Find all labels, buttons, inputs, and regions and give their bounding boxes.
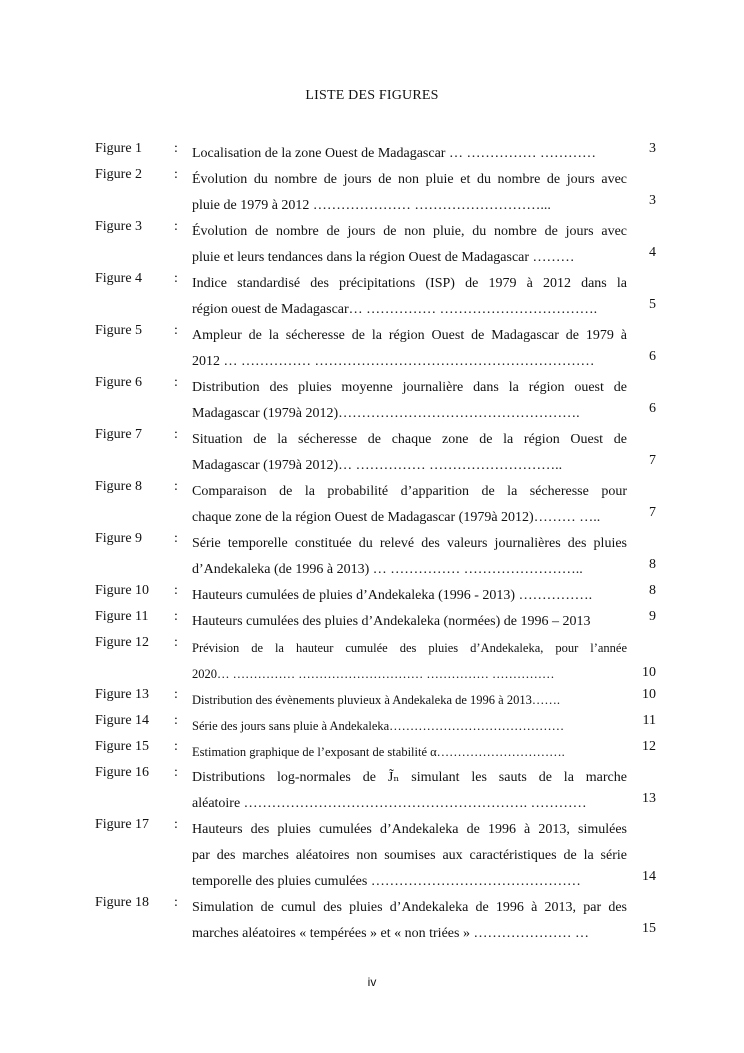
figure-caption (192, 375, 627, 427)
figure-entry[interactable] (0, 319, 744, 371)
figure-caption (192, 635, 627, 687)
separator-colon: : (174, 219, 178, 234)
caption-line: 2012 … …………… …………………………………………………… (192, 354, 595, 369)
figure-page-number: 14 (642, 869, 656, 884)
figure-entry[interactable] (0, 813, 744, 891)
caption-line: Série des jours sans pluie à Andekaleka…………………………………… (192, 719, 565, 733)
figure-label: Figure 12 (95, 635, 150, 650)
figure-label: Figure 1 (95, 141, 143, 156)
caption-line: Localisation de la zone Ouest de Madagascar … …………… ………… (192, 146, 596, 161)
figure-entry[interactable] (0, 423, 744, 475)
separator-colon: : (174, 583, 178, 598)
figure-label: Figure 9 (95, 531, 143, 546)
caption-line: d’Andekaleka (de 1996 à 2013) … …………… …………………….. (192, 562, 583, 577)
caption-line: temporelle des pluies cumulées ……………………………………… (192, 874, 581, 889)
figure-page-number: 3 (649, 141, 656, 156)
figure-page-number: 6 (649, 401, 656, 416)
figure-entry[interactable] (0, 215, 744, 267)
figure-label: Figure 18 (95, 895, 150, 910)
figure-entry[interactable] (0, 709, 744, 735)
figure-label: Figure 16 (95, 765, 150, 780)
figure-page-number: 7 (649, 505, 656, 520)
figure-label: Figure 6 (95, 375, 143, 390)
figure-label: Figure 5 (95, 323, 143, 338)
caption-line: Madagascar (1979à 2012)……………………………………………. (192, 406, 580, 421)
caption-line: Estimation graphique de l’exposant de stabilité α…………………………. (192, 745, 565, 759)
caption-line: Distribution des pluies moyenne journalière dans la région ouest de (192, 380, 627, 395)
figure-entry[interactable] (0, 735, 744, 761)
caption-line: marches aléatoires « tempérées » et « non triées » ………………… … (192, 926, 589, 941)
figure-label: Figure 8 (95, 479, 143, 494)
separator-colon: : (174, 167, 178, 182)
separator-colon: : (174, 609, 178, 624)
caption-line: 2020… …………… ………………………… …………… …………… (192, 667, 555, 681)
separator-colon: : (174, 687, 178, 702)
caption-line: Hauteurs cumulées de pluies d’Andekaleka (1996 - 2013) ……………. (192, 588, 593, 603)
caption-line: Ampleur de la sécheresse de la région Ouest de Madagascar de 1979 à (192, 328, 627, 343)
figure-entry[interactable] (0, 631, 744, 683)
figure-caption (192, 271, 627, 323)
caption-line: Évolution de nombre de jours de non pluie, du nombre de jours avec (192, 224, 627, 239)
figure-page-number: 5 (649, 297, 656, 312)
caption-line: pluie et leurs tendances dans la région Ouest de Madagascar ……… (192, 250, 575, 265)
figure-label: Figure 14 (95, 713, 150, 728)
figure-page-number: 8 (649, 583, 656, 598)
figure-page-number: 3 (649, 193, 656, 208)
figure-caption (192, 895, 627, 947)
figure-page-number: 8 (649, 557, 656, 572)
separator-colon: : (174, 323, 178, 338)
caption-line: Distribution des évènements pluvieux à Andekaleka de 1996 à 2013……. (192, 693, 560, 707)
figure-page-number: 11 (642, 713, 656, 728)
figure-page-number: 12 (642, 739, 656, 754)
caption-line: pluie de 1979 à 2012 ………………… ………………………... (192, 198, 551, 213)
figure-label: Figure 10 (95, 583, 150, 598)
separator-colon: : (174, 765, 178, 780)
figure-page-number: 9 (649, 609, 656, 624)
figure-entry[interactable] (0, 891, 744, 943)
caption-line: Indice standardisé des précipitations (ISP) de 1979 à 2012 dans la (192, 276, 627, 291)
figure-label: Figure 11 (95, 609, 149, 624)
figure-label: Figure 2 (95, 167, 143, 182)
figure-caption (192, 323, 627, 375)
separator-colon: : (174, 479, 178, 494)
figure-page-number: 7 (649, 453, 656, 468)
figure-page-number: 13 (642, 791, 656, 806)
figure-caption (192, 817, 627, 895)
figure-page-number: 15 (642, 921, 656, 936)
figure-caption (192, 531, 627, 583)
caption-line: Situation de la sécheresse de chaque zone de la région Ouest de (192, 432, 627, 447)
page-title: LISTE DES FIGURES (305, 88, 439, 103)
caption-line: Prévision de la hauteur cumulée des pluies d’Andekaleka, pour l’année (192, 641, 627, 655)
figure-entry[interactable] (0, 683, 744, 709)
page-number-footer: iv (367, 975, 377, 989)
caption-line: Série temporelle constituée du relevé des valeurs journalières des pluies (192, 536, 627, 551)
figure-caption (192, 167, 627, 219)
caption-line: région ouest de Madagascar… …………… ……………………………. (192, 302, 598, 317)
caption-line: Comparaison de la probabilité d’apparition de la sécheresse pour (192, 484, 627, 499)
figure-page-number: 4 (649, 245, 656, 260)
figure-entry[interactable] (0, 761, 744, 813)
caption-line: par des marches aléatoires non soumises aux caractéristiques de la série (192, 848, 627, 863)
caption-line: Madagascar (1979à 2012)… …………… ……………………….. (192, 458, 563, 473)
separator-colon: : (174, 713, 178, 728)
figure-page-number: 10 (642, 665, 656, 680)
caption-line: Hauteurs cumulées des pluies d’Andekaleka (normées) de 1996 – 2013 (192, 614, 591, 629)
caption-line: Hauteurs des pluies cumulées d’Andekaleka de 1996 à 2013, simulées (192, 822, 627, 837)
separator-colon: : (174, 375, 178, 390)
figure-entry[interactable] (0, 605, 744, 631)
figure-label: Figure 4 (95, 271, 143, 286)
separator-colon: : (174, 895, 178, 910)
figure-caption (192, 765, 627, 817)
figure-entry[interactable] (0, 163, 744, 215)
figure-entry[interactable] (0, 475, 744, 527)
separator-colon: : (174, 271, 178, 286)
figure-entry[interactable] (0, 267, 744, 319)
figure-caption (192, 219, 627, 271)
figure-entry[interactable] (0, 579, 744, 605)
caption-line: Évolution du nombre de jours de non pluie et du nombre de jours avec (192, 172, 627, 187)
caption-line: Distributions log-normales de J̃ₙ simulant les sauts de la marche (192, 770, 627, 785)
separator-colon: : (174, 817, 178, 832)
separator-colon: : (174, 739, 178, 754)
figure-label: Figure 17 (95, 817, 150, 832)
separator-colon: : (174, 635, 178, 650)
caption-line: Simulation de cumul des pluies d’Andekaleka de 1996 à 2013, par des (192, 900, 627, 915)
caption-line: chaque zone de la région Ouest de Madagascar (1979à 2012)……… ….. (192, 510, 601, 525)
figure-caption (192, 479, 627, 531)
separator-colon: : (174, 427, 178, 442)
separator-colon: : (174, 141, 178, 156)
figure-page-number: 10 (642, 687, 656, 702)
figure-entry[interactable] (0, 527, 744, 579)
figure-entry[interactable] (0, 137, 744, 163)
figure-label: Figure 13 (95, 687, 150, 702)
figure-entry[interactable] (0, 371, 744, 423)
figure-label: Figure 7 (95, 427, 143, 442)
figure-page-number: 6 (649, 349, 656, 364)
figure-caption (192, 427, 627, 479)
figure-label: Figure 15 (95, 739, 150, 754)
separator-colon: : (174, 531, 178, 546)
figure-label: Figure 3 (95, 219, 143, 234)
caption-line: aléatoire ……………………………………………………. ………… (192, 796, 587, 811)
